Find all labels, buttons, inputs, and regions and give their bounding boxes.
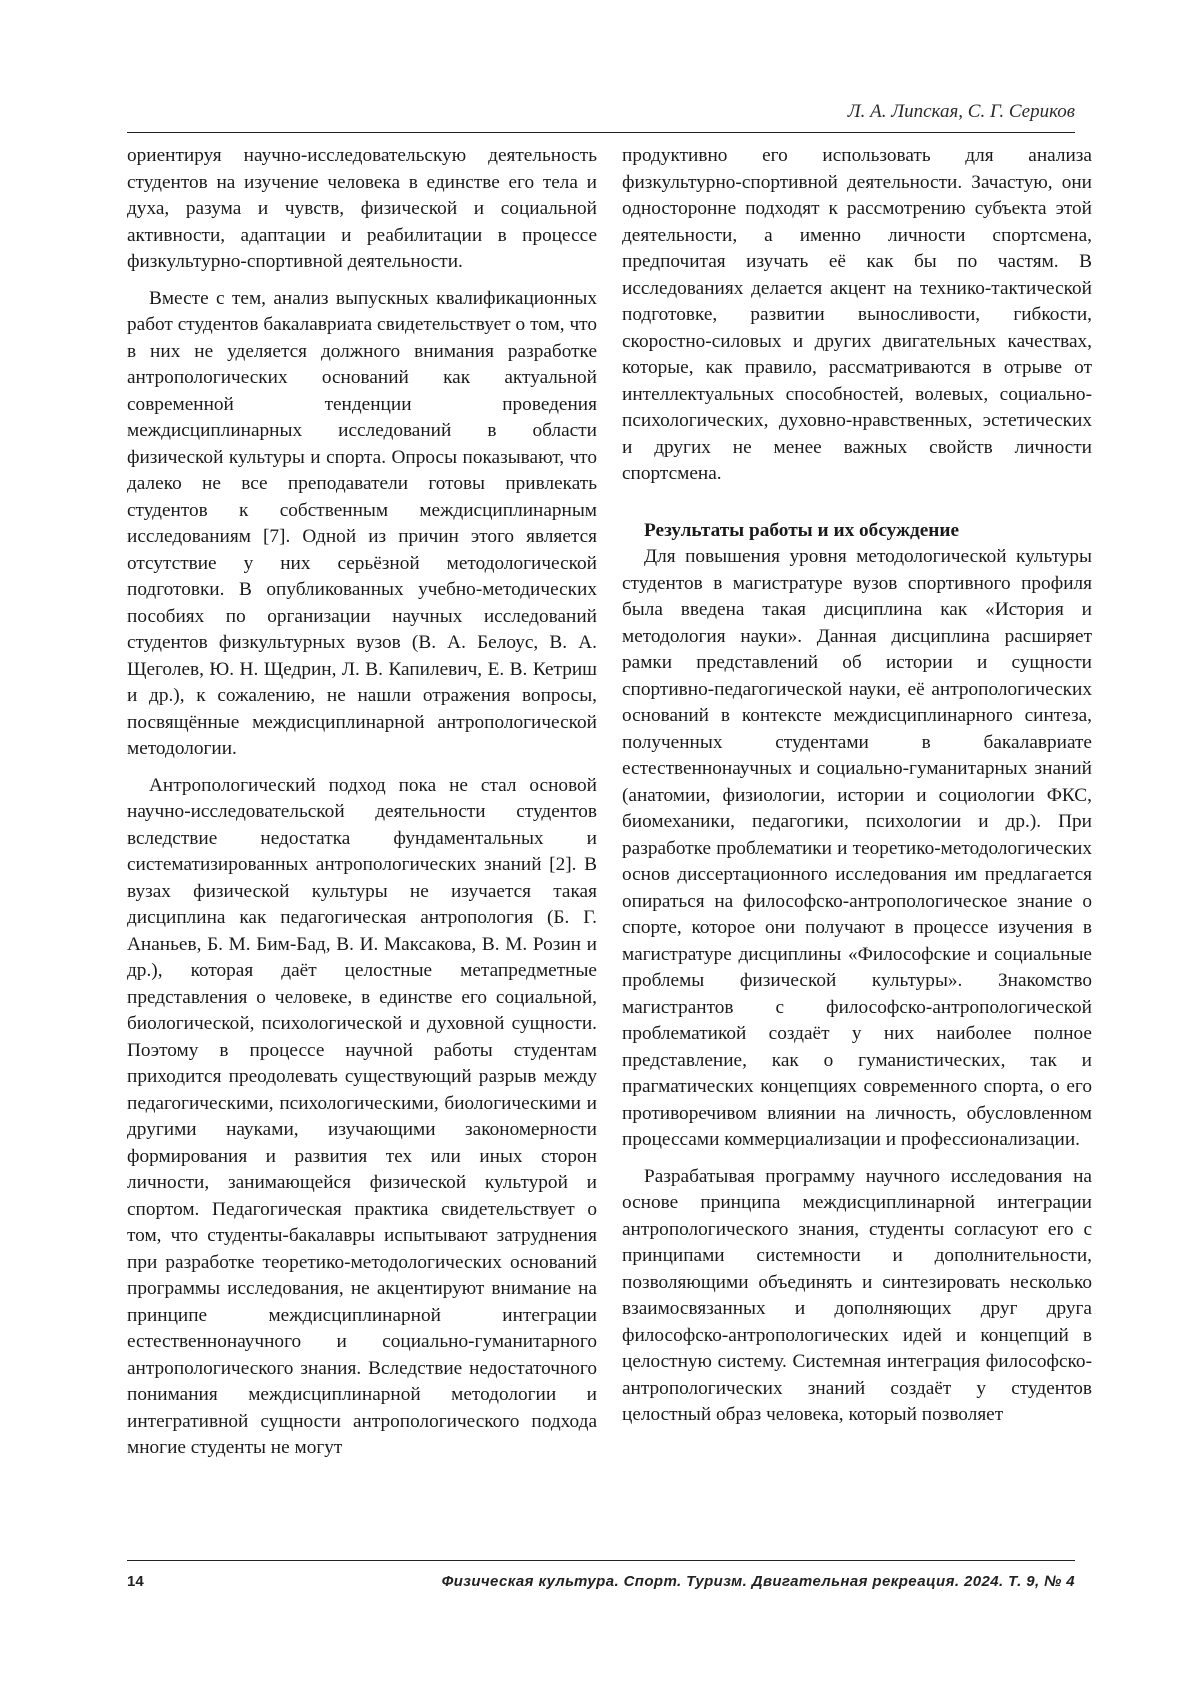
section-heading: Результаты работы и их обсуждение [644,519,960,541]
running-header [127,96,1075,133]
paragraph: Антропологический подход пока не стал основой научно-исследовательской деятельности студентов вследствие недостатка фундаментальных и систематизированных антропологических знаний [2]. В вузах физической культуры не изучается такая дисциплина как педагогическая антропология (Б. Г. Ананьев, Б. М. Бим-Бад, В. И. Максакова, В. М. Розин и др.), которая даёт целостные метапредметные представления о человеке, в единстве его социальной, биологической, психологической и духовной сущности. Поэтому в процессе научной работы студентам приходится преодолевать существующий разрыв между педагогическими, психологическими, биологическими и другими науками, изучающими закономерности формирования и развития тех или иных сторон личности, занимающейся физической культурой и спортом. Педагогическая практика свидетельствует о том, что студенты-бакалавры испытывают затруднения при разработке теоретико-методологических оснований программы исследования, не акцентируют внимание на принципе междисциплинарной интеграции естественнонаучного и социально-гуманитарного антропологического знания. Вследствие недостаточного понимания междисциплинарной методологии и интегративной сущности антропологического подхода многие студенты не могут [127,774,597,1458]
paragraph: ориентируя научно-исследовательскую деятельность студентов на изучение человека в единстве его тела и духа, разума и чувств, физической и социальной активности, адаптации и реабилитации в процессе физкультурно-спортивной деятельности. [127,145,597,272]
left-column [127,143,597,1462]
right-column [622,143,1092,1429]
paragraph: Для повышения уровня методологической культуры студентов в магистратуре вузов спортивного профиля была введена такая дисциплина как «История и методология науки». Данная дисциплина расширяет рамки представлений об истории и сущности спортивно-педагогической науки, её антропологических оснований в контексте междисциплинарного синтеза, полученных студентами в бакалавриате естественнонаучных и социально-гуманитарных знаний (анатомии, физиологии, истории и социологии ФКС, биомеханики, педагогики, психологии и др.). При разработке проблематики и теоретико-методологических основ диссертационного исследования им предлагается опираться на философско-антропологическое знание о спорте, которое они получают в процессе изучения в магистратуре дисциплины «Философские и социальные проблемы физической культуры». Знакомство магистрантов с философско-антропологической проблематикой создаёт у них наиболее полное представление, как о гуманистических, так и прагматических концепциях современного спорта, о его противоречивом влиянии на личность, обусловленном процессами коммерциализации и профессионализации. [622,546,1092,1150]
paragraph: Разрабатывая программу научного исследования на основе принципа междисциплинарной интеграции антропологического знания, студенты согласуют его с принципами системности и дополнительности, позволяющими объединять и синтезировать несколько взаимосвязанных и дополняющих друг друга философско-антропологических идей и концепций в целостную систему. Системная интеграция философско-антропологических знаний создаёт у студентов целостный образ человека, который позволяет [622,1165,1092,1425]
journal-title: Физическая культура. Спорт. Туризм. Двигательная рекреация. 2024. Т. 9, № 4 [441,1573,1075,1590]
running-footer [127,1560,1075,1601]
paragraph: продуктивно его использовать для анализа физкультурно-спортивной деятельности. Зачастую, они односторонне подходят к рассмотрению субъекта этой деятельности, а именно личности спортсмена, предпочитая изучать её как бы по частям. В исследованиях делается акцент на технико-тактической подготовке, развитии выносливости, гибкости, скоростно-силовых и других двигательных качествах, которые, как правило, рассматриваются в отрыве от интеллектуальных способностей, волевых, социально-психологических, духовно-нравственных, эстетических и других не менее важных свойств личности спортсмена. [622,145,1092,484]
running-header-authors: Л. А. Липская, С. Г. Сериков [847,101,1075,122]
page-number: 14 [127,1573,144,1590]
paragraph: Вместе с тем, анализ выпускных квалификационных работ студентов бакалавриата свидетельствует о том, что в них не уделяется должного внимания разработке антропологических оснований как актуальной современной тенденции проведения междисциплинарных исследований в области физической культуры и спорта. Опросы показывают, что далеко не все преподаватели готовы привлекать студентов к собственным междисциплинарным исследованиям [7]. Одной из причин этого является отсутствие у них серьёзной методологической подготовки. В опубликованных учебно-методических пособиях по организации научных исследований студентов физкультурных вузов (В. А. Белоус, В. А. Щеголев, Ю. Н. Щедрин, Л. В. Капилевич, Е. В. Кетриш и др.), к сожалению, не нашли отражения вопросы, посвящённые междисциплинарной антропологической методологии. [127,287,597,759]
